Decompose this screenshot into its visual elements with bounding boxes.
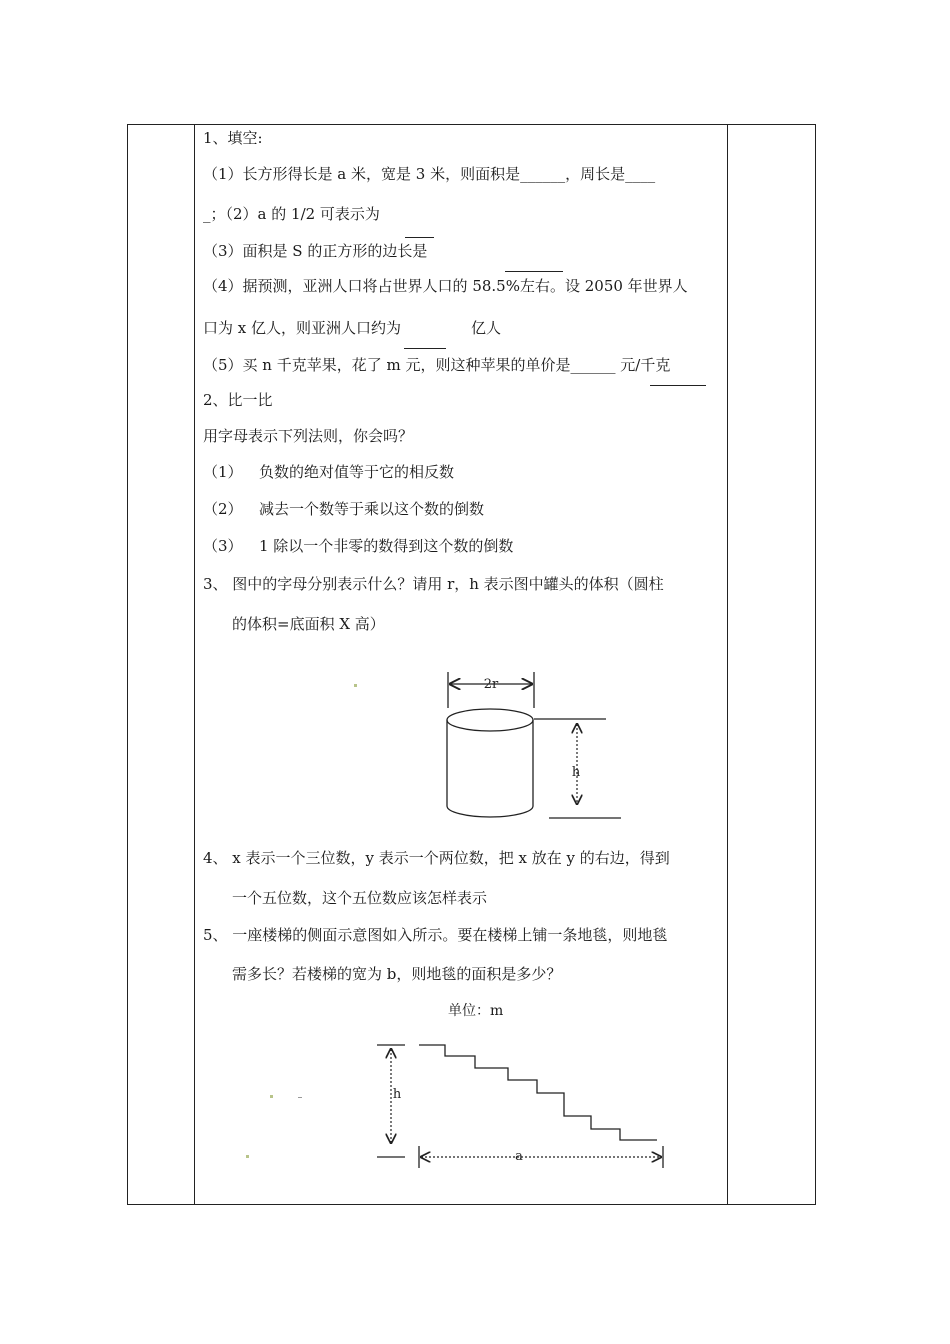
q2-title: 2、比一比 [203, 391, 273, 409]
speck [246, 1155, 249, 1158]
q3-line2: 的体积=底面积 X 高） [232, 615, 385, 633]
q1-item4-unit: 亿人 [471, 319, 502, 337]
q5-line1: 5、 一座楼梯的侧面示意图如入所示。要在楼梯上铺一条地毯，则地毯 [203, 926, 668, 944]
q1-title: 1、填空: [203, 129, 263, 147]
q1-item5: （5）买 n 千克苹果，花了 m 元，则这种苹果的单价是______ 元/千克 [203, 356, 671, 374]
q4-line2: 一个五位数，这个五位数应该怎样表示 [232, 889, 488, 907]
q3-line1: 3、 图中的字母分别表示什么？请用 r，h 表示图中罐头的体积（圆柱 [203, 575, 664, 593]
q5-line2: 需多长？若楼梯的宽为 b，则地毯的面积是多少？ [232, 965, 562, 983]
q1-item1-line1: （1）长方形得长是 a 米，宽是 3 米，则面积是______，周长是____ [203, 165, 656, 183]
q2-rule-text: 负数的绝对值等于它的相反数 [259, 463, 455, 481]
stair-height-label: h [392, 1087, 402, 1102]
q5-unit-label: 单位：m [448, 1003, 504, 1019]
q1-item4-line2: 口为 x 亿人，则亚洲人口约为 [203, 319, 401, 337]
q2-intro: 用字母表示下列法则，你会吗？ [203, 427, 414, 445]
q2-rule-number: （2） [203, 500, 243, 518]
q4-line1: 4、 x 表示一个三位数，y 表示一个两位数，把 x 放在 y 的右边，得到 [203, 849, 670, 867]
q1-item4-line1: （4）据预测，亚洲人口将占世界人口的 58.5%左右。设 2050 年世界人 [203, 277, 688, 295]
stair-width-label: a [515, 1149, 523, 1164]
q2-rule-text: 1 除以一个非零的数得到这个数的倒数 [259, 537, 514, 555]
height-label: h [571, 765, 581, 780]
q1-item1-line2: _；（2）a 的 1/2 可表示为 [203, 205, 380, 223]
q2-rule-number: （3） [203, 537, 243, 555]
q2-rule-number: （1） [203, 463, 243, 481]
diameter-label: 2r [483, 677, 499, 692]
speck [298, 1097, 302, 1098]
q1-item3: （3）面积是 S 的正方形的边长是 [203, 242, 428, 260]
q2-rule-text: 减去一个数等于乘以这个数的倒数 [259, 500, 485, 518]
speck [270, 1095, 273, 1098]
staircase-profile [419, 1045, 657, 1140]
